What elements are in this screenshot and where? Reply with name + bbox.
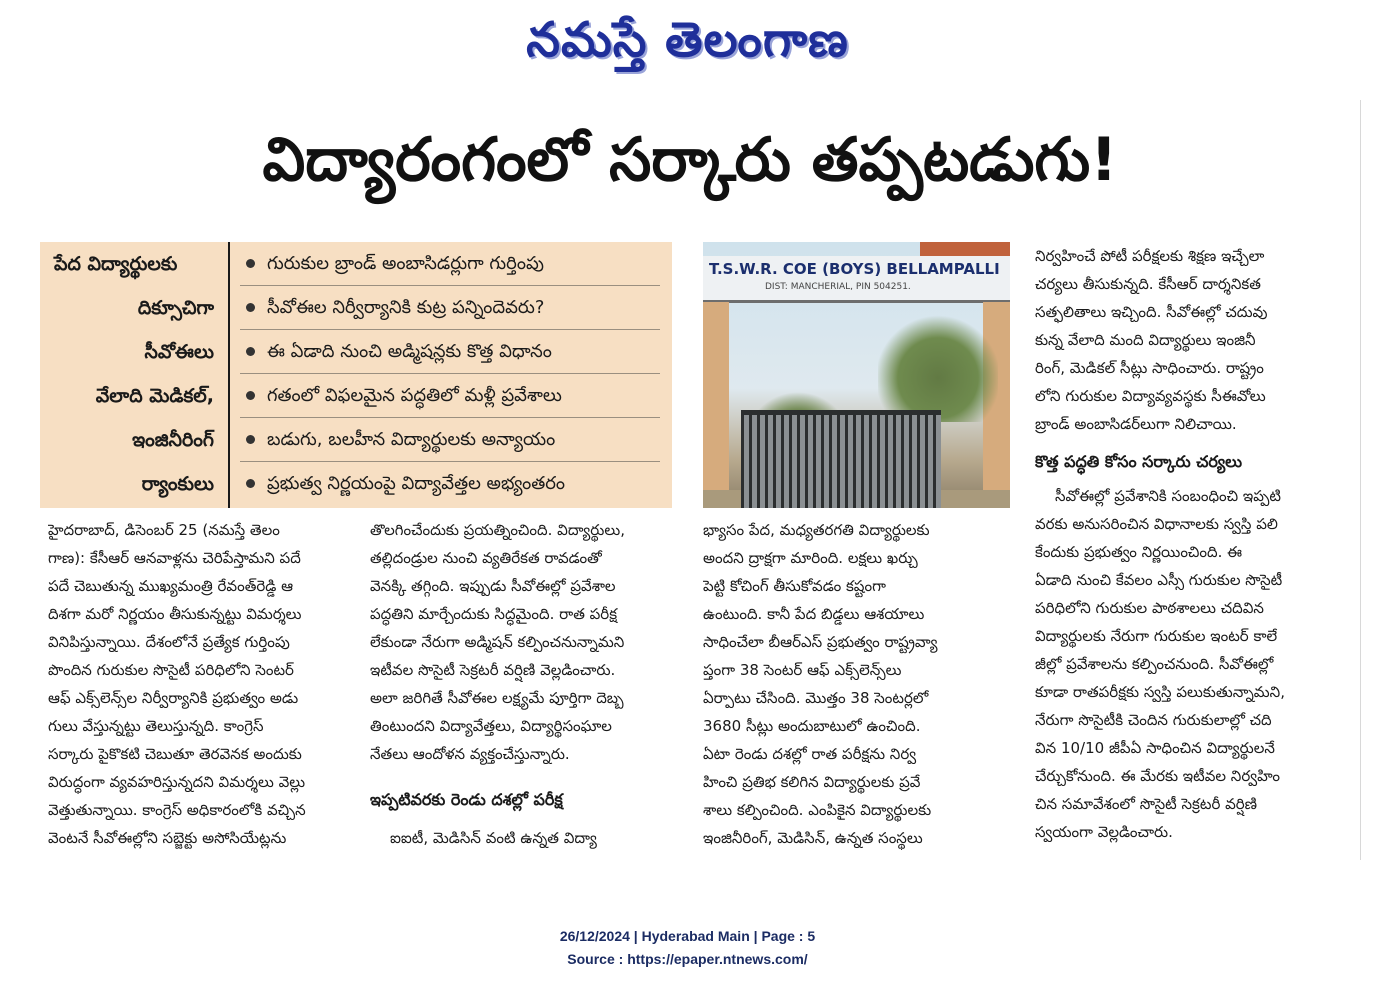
text-line: హించి ప్రతిభ కలిగిన విద్యార్థులకు ప్రవే	[703, 773, 921, 791]
bullet-icon	[246, 347, 255, 356]
text-line: వెంటనే సీవోఈల్లోని సబ్జెక్టు అసోసియేట్లను	[48, 829, 287, 847]
text-line: ఏడాది నుంచి కేవలం ఎస్సీ గురుకుల సొసైటీ	[1035, 571, 1283, 589]
bullet-icon	[246, 303, 255, 312]
article-column-2	[370, 516, 675, 852]
photo-gate	[741, 410, 941, 508]
highlight-text: గతంలో విఫలమైన పద్ధతిలో మళ్లీ ప్రవేశాలు	[267, 385, 562, 406]
text-line: అలా జరిగితే సీవోఈల లక్ష్యమే పూర్తిగా దెబ్బ	[370, 689, 624, 707]
text-line: చేర్చుకోనుంది. ఈ మేరకు ఇటీవల నిర్వహిం	[1035, 767, 1281, 785]
text-line: పొందిన గురుకుల సొసైటీ పరిధిలోని సెంటర్	[48, 661, 294, 679]
kicker-line: ర్యాంకులు	[141, 473, 214, 495]
kicker-line: దిక్సూచిగా	[137, 297, 214, 319]
text-line: సర్కారు పైకొకటి చెబుతూ తెరవెనక అందుకు	[48, 745, 302, 763]
highlight-text: ప్రభుత్వ నిర్ణయంపై విద్యావేత్తల అభ్యంతరం	[267, 473, 566, 494]
highlights-box	[40, 242, 672, 508]
text-line: చిన సమావేశంలో సొసైటీ సెక్రటరీ వర్షిణి	[1035, 795, 1258, 813]
text-line: పదే చెబుతున్న ముఖ్యమంత్రి రేవంత్‌రెడ్డి ఆ	[48, 577, 294, 595]
highlight-item	[240, 286, 660, 330]
text-line: సాధించేలా బీఆర్‌ఎస్ ప్రభుత్వం రాష్ట్రవ్యా	[703, 633, 938, 651]
section-subhead: కొత్త పద్ధతి కోసం సర్కారు చర్యలు	[1035, 452, 1243, 471]
text-line: వినిపిస్తున్నాయి. దేశంలోనే ప్రత్యేక గుర్తింపు	[48, 633, 290, 651]
text-line: నేతలు ఆందోళన వ్యక్తంచేస్తున్నారు.	[370, 745, 570, 763]
text-line: శాలు కల్పించింది. ఎంపికైన విద్యార్థులకు	[703, 801, 932, 819]
text-line: లోని గురుకుల విద్యావ్యవస్థకు సీఈవోలు	[1035, 387, 1266, 405]
text-line: రింగ్, మెడికల్ సీట్లు సాధించారు. రాష్ట్రం	[1035, 359, 1264, 377]
footer-source: Source : https://epaper.ntnews.com/	[567, 951, 808, 967]
text-line: గాణ): కేసీఆర్ ఆనవాళ్లను చెరిపేస్తామని పదే	[48, 549, 301, 567]
text-line: విన 10/10 జీపీఏ సాధించిన విద్యార్థులనే	[1035, 739, 1275, 757]
text-line: తొలగించేందుకు ప్రయత్నించింది. విద్యార్థులు,	[370, 521, 625, 539]
text-line: ఉంటుంది. కానీ పేద బిడ్డలు ఆశయాలు	[703, 605, 925, 623]
text-line: నేరుగా సొసైటీకి చెందిన గురుకులాల్లో చది	[1035, 711, 1272, 729]
text-line: బ్రాండ్ అంబాసిడర్‌లుగా నిలిచాయి.	[1035, 415, 1237, 433]
footer-dateline: 26/12/2024 | Hyderabad Main | Page : 5	[559, 928, 816, 944]
bullet-icon	[246, 435, 255, 444]
text-line: పెట్టి కోచింగ్ తీసుకోవడం కష్టంగా	[703, 577, 886, 595]
article-column-3	[703, 516, 1008, 852]
text-line: తింటుందని విద్యావేత్తలు, విద్యార్థిసంఘాల	[370, 717, 612, 735]
highlight-text: ఈ ఏడాది నుంచి అడ్మిషన్లకు కొత్త విధానం	[267, 341, 552, 362]
text-line: ప్తంగా 38 సెంటర్ ఆఫ్ ఎక్స్‌లెన్స్‌లు	[703, 661, 902, 679]
text-line: విద్యార్థులకు నేరుగా గురుకుల ఇంటర్ కాలే	[1035, 627, 1278, 645]
text-line: సత్ఫలితాలు ఇచ్చింది. సీవోఈల్లో చదువు	[1035, 303, 1268, 321]
kicker-line: ఇంజినీరింగ్	[132, 429, 214, 451]
highlight-item	[240, 242, 660, 286]
highlight-item	[240, 330, 660, 374]
school-gate-photo	[703, 242, 1010, 508]
text-line: పద్ధతిని మార్చేందుకు సిద్ధమైంది. రాత పరీక్ష	[370, 605, 618, 623]
article-column-1	[48, 516, 348, 852]
bullet-icon	[246, 259, 255, 268]
kicker-line: పేద విద్యార్థులకు	[54, 253, 178, 275]
text-line: పరిధిలోని గురుకుల పాఠశాలలు చదివిన	[1035, 599, 1264, 617]
highlight-item	[240, 374, 660, 418]
text-line: ఐఐటీ, మెడిసిన్ వంటి ఉన్నత విద్యా	[390, 829, 597, 847]
photo-banner	[703, 256, 1010, 303]
text-line: అందని ద్రాక్షగా మారింది. లక్షలు ఖర్చు	[703, 549, 918, 567]
photo-banner-title: T.S.W.R. COE (BOYS) BELLAMPALLI	[709, 260, 1000, 278]
masthead-logo: నమస్తే తెలంగాణ	[526, 12, 849, 68]
kicker-line: వేలాది మెడికల్,	[95, 385, 214, 407]
headline: విద్యారంగంలో సర్కారు తప్పటడుగు!	[262, 125, 1118, 195]
text-line: వరకు అనుసరించిన విధానాలకు స్వస్తి పలి	[1035, 515, 1278, 533]
text-line: లేకుండా నేరుగా అడ్మిషన్ కల్పించనున్నామని	[370, 633, 625, 651]
text-line: ఇటీవల సొసైటీ సెక్రటరీ వర్షిణి వెల్లడించారు.	[370, 661, 616, 679]
highlights-list	[240, 242, 660, 506]
photo-tree	[878, 312, 998, 422]
text-line: తల్లిదండ్రుల నుంచి వ్యతిరేకత రావడంతో	[370, 549, 602, 567]
kicker-line: సీవోఈలు	[144, 341, 214, 363]
section-subhead: ఇప్పటివరకు రెండు దశల్లో పరీక్ష	[370, 790, 563, 809]
photo-banner-sub: DIST: MANCHERIAL, PIN 504251.	[765, 282, 911, 292]
text-line: దిశగా మరో నిర్ణయం తీసుకున్నట్టు విమర్శలు	[48, 605, 302, 623]
highlight-text: సీవోఈల నిర్వీర్యానికి కుట్ర పన్నిందెవరు?	[267, 297, 545, 318]
text-line: వెత్తుతున్నాయి. కాంగ్రెస్ అధికారంలోకి వచ్చిన	[48, 801, 306, 819]
text-line: భ్యాసం పేద, మధ్యతరగతి విద్యార్థులకు	[703, 521, 930, 539]
highlights-kicker	[40, 242, 230, 508]
text-line: వెనక్కి తగ్గింది. ఇప్పుడు సీవోఈల్లో ప్రవేశాల	[370, 577, 616, 595]
highlight-text: బడుగు, బలహీన విద్యార్థులకు అన్యాయం	[267, 429, 556, 450]
text-line: 3680 సీట్లు అందుబాటులో ఉంచింది.	[703, 717, 921, 735]
bullet-icon	[246, 391, 255, 400]
text-line: నిర్వహించే పోటీ పరీక్షలకు శిక్షణ ఇచ్చేలా	[1035, 247, 1265, 265]
text-line: జీల్లో ప్రవేశాలను కల్పించనుంది. సీవోఈల్లో	[1035, 655, 1274, 673]
article-column-4	[1035, 242, 1345, 846]
text-line: కేందుకు ప్రభుత్వం నిర్ణయించింది. ఈ	[1035, 543, 1243, 561]
highlight-item	[240, 418, 660, 462]
bullet-icon	[246, 479, 255, 488]
highlight-text: గురుకుల బ్రాండ్ అంబాసిడర్లుగా గుర్తింపు	[267, 253, 544, 274]
text-line: ఏర్పాటు చేసింది. మొత్తం 38 సెంటర్లలో	[703, 689, 929, 707]
column-rule	[1360, 100, 1361, 860]
text-line: చర్యలు తీసుకున్నది. కేసీఆర్ దార్శనికత	[1035, 275, 1261, 293]
text-line: విరుద్ధంగా వ్యవహరిస్తున్నదని విమర్శలు వెల్లు	[48, 773, 306, 791]
photo-roof	[920, 242, 1010, 256]
text-line: హైదరాబాద్, డిసెంబర్ 25 (నమస్తే తెలం	[48, 521, 280, 539]
text-line: సీవోఈల్లో ప్రవేశానికి సంబంధించి ఇప్పటి	[1055, 487, 1281, 505]
text-line: ఆఫ్ ఎక్స్‌లెన్స్‌ల నిర్వీర్యానికి ప్రభుత్వం అడు	[48, 689, 299, 707]
text-line: ఏటా రెండు దశల్లో రాత పరీక్షను నిర్వ	[703, 745, 917, 763]
text-line: ఇంజినీరింగ్, మెడిసిన్, ఉన్నత సంస్థలు	[703, 829, 923, 847]
text-line: కూడా రాతపరీక్షకు స్వస్తి పలుకుతున్నామని,	[1035, 683, 1285, 701]
text-line: కున్న వేలాది మంది విద్యార్థులు ఇంజినీ	[1035, 331, 1256, 349]
highlight-item	[240, 462, 660, 506]
text-line: గులు వేస్తున్నట్టు తెలుస్తున్నది. కాంగ్రెస్	[48, 717, 264, 735]
text-line: స్వయంగా వెల్లడించారు.	[1035, 823, 1173, 841]
photo-pillar	[703, 302, 729, 508]
